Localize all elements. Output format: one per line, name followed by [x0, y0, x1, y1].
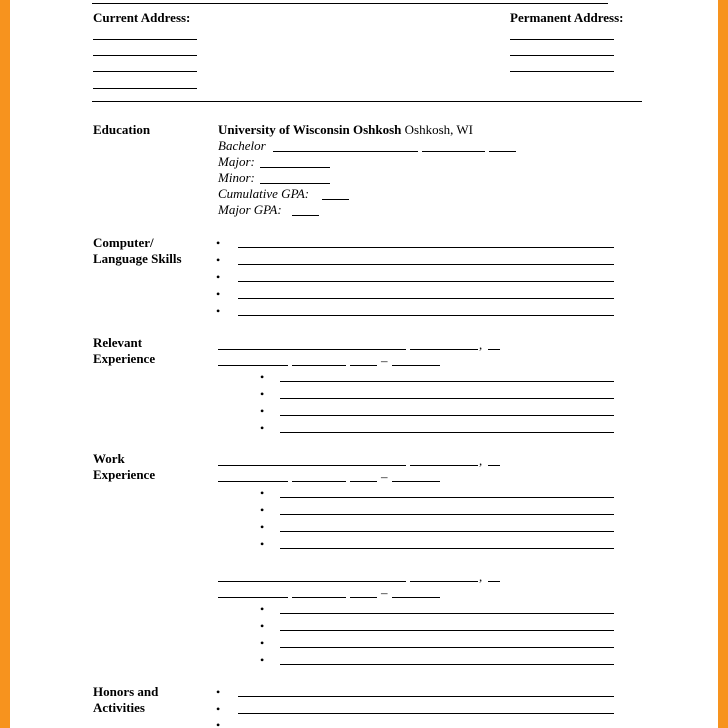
current-address-line[interactable] — [93, 71, 197, 72]
state-line[interactable] — [488, 581, 500, 582]
work-bullet: • — [260, 503, 265, 517]
start-year-line[interactable] — [350, 597, 377, 598]
skills-line[interactable] — [238, 247, 614, 248]
skills-bullet: • — [216, 304, 221, 318]
relevant-duty-line[interactable] — [280, 381, 614, 382]
work-duty-line[interactable] — [280, 647, 614, 648]
title-line[interactable] — [218, 481, 288, 482]
honors-bullet: • — [216, 718, 221, 728]
major-gpa-label: Major GPA: — [218, 202, 282, 217]
relevant-experience-label: Relevant Experience — [93, 335, 156, 366]
current-address-line[interactable] — [93, 88, 197, 89]
major-gpa-line[interactable] — [292, 215, 319, 216]
work-bullet: • — [260, 619, 265, 633]
start-date-line[interactable] — [292, 597, 346, 598]
comma: , — [479, 453, 483, 468]
relevant-bullet: • — [260, 404, 265, 418]
comma: , — [479, 569, 483, 584]
city-line[interactable] — [410, 581, 478, 582]
top-rule — [92, 3, 608, 4]
work-duty-line[interactable] — [280, 548, 614, 549]
relevant-duty-line[interactable] — [280, 415, 614, 416]
permanent-address-line[interactable] — [510, 39, 614, 40]
start-date-line[interactable] — [292, 365, 346, 366]
permanent-address-label: Permanent Address: — [510, 10, 624, 25]
honors-bullet: • — [216, 685, 221, 699]
relevant-duty-line[interactable] — [280, 432, 614, 433]
honors-line[interactable] — [238, 696, 614, 697]
work-bullet: • — [260, 537, 265, 551]
permanent-address-line[interactable] — [510, 71, 614, 72]
skills-label: Computer/ Language Skills — [93, 235, 182, 266]
degree-label: Bachelor — [218, 138, 266, 153]
end-date-line[interactable] — [392, 365, 440, 366]
skills-line[interactable] — [238, 281, 614, 282]
date-dash: – — [381, 353, 388, 368]
title-line[interactable] — [218, 365, 288, 366]
start-year-line[interactable] — [350, 481, 377, 482]
relevant-bullet: • — [260, 370, 265, 384]
honors-bullet: • — [216, 702, 221, 716]
skills-bullet: • — [216, 270, 221, 284]
degree-line[interactable] — [273, 151, 418, 152]
city-line[interactable] — [410, 465, 478, 466]
header-divider — [92, 101, 642, 102]
minor-label: Minor: — [218, 170, 255, 185]
skills-line[interactable] — [238, 264, 614, 265]
relevant-bullet: • — [260, 421, 265, 435]
minor-line[interactable] — [260, 183, 330, 184]
work-duty-line[interactable] — [280, 664, 614, 665]
relevant-duty-line[interactable] — [280, 398, 614, 399]
end-date-line[interactable] — [392, 597, 440, 598]
end-date-line[interactable] — [392, 481, 440, 482]
school-location: Oshkosh, WI — [404, 122, 473, 137]
work-bullet: • — [260, 653, 265, 667]
current-address-label: Current Address: — [93, 10, 191, 25]
work-duty-line[interactable] — [280, 497, 614, 498]
employer-line[interactable] — [218, 465, 406, 466]
comma: , — [479, 337, 483, 352]
work-duty-line[interactable] — [280, 514, 614, 515]
employer-line[interactable] — [218, 349, 406, 350]
skills-bullet: • — [216, 236, 221, 250]
date-dash: – — [381, 469, 388, 484]
degree-line[interactable] — [422, 151, 485, 152]
start-date-line[interactable] — [292, 481, 346, 482]
work-bullet: • — [260, 636, 265, 650]
education-school-row — [218, 122, 473, 138]
employer-line[interactable] — [218, 581, 406, 582]
city-line[interactable] — [410, 349, 478, 350]
school-name: University of Wisconsin Oshkosh — [218, 122, 402, 137]
skills-bullet: • — [216, 253, 221, 267]
work-duty-line[interactable] — [280, 531, 614, 532]
cumulative-gpa-line[interactable] — [322, 199, 349, 200]
start-year-line[interactable] — [350, 365, 377, 366]
honors-label: Honors and Activities — [93, 684, 159, 715]
state-line[interactable] — [488, 465, 500, 466]
cumulative-gpa-label: Cumulative GPA: — [218, 186, 310, 201]
relevant-bullet: • — [260, 387, 265, 401]
work-duty-line[interactable] — [280, 613, 614, 614]
major-label: Major: — [218, 154, 255, 169]
degree-line[interactable] — [489, 151, 516, 152]
skills-line[interactable] — [238, 315, 614, 316]
resume-page — [10, 0, 718, 728]
date-dash: – — [381, 585, 388, 600]
permanent-address-line[interactable] — [510, 55, 614, 56]
work-experience-label: Work Experience — [93, 451, 156, 482]
education-label: Education — [93, 122, 151, 137]
honors-line[interactable] — [238, 713, 614, 714]
skills-bullet: • — [216, 287, 221, 301]
major-line[interactable] — [260, 167, 330, 168]
work-bullet: • — [260, 520, 265, 534]
current-address-line[interactable] — [93, 55, 197, 56]
work-bullet: • — [260, 486, 265, 500]
work-bullet: • — [260, 602, 265, 616]
state-line[interactable] — [488, 349, 500, 350]
work-duty-line[interactable] — [280, 630, 614, 631]
current-address-line[interactable] — [93, 39, 197, 40]
title-line[interactable] — [218, 597, 288, 598]
skills-line[interactable] — [238, 298, 614, 299]
